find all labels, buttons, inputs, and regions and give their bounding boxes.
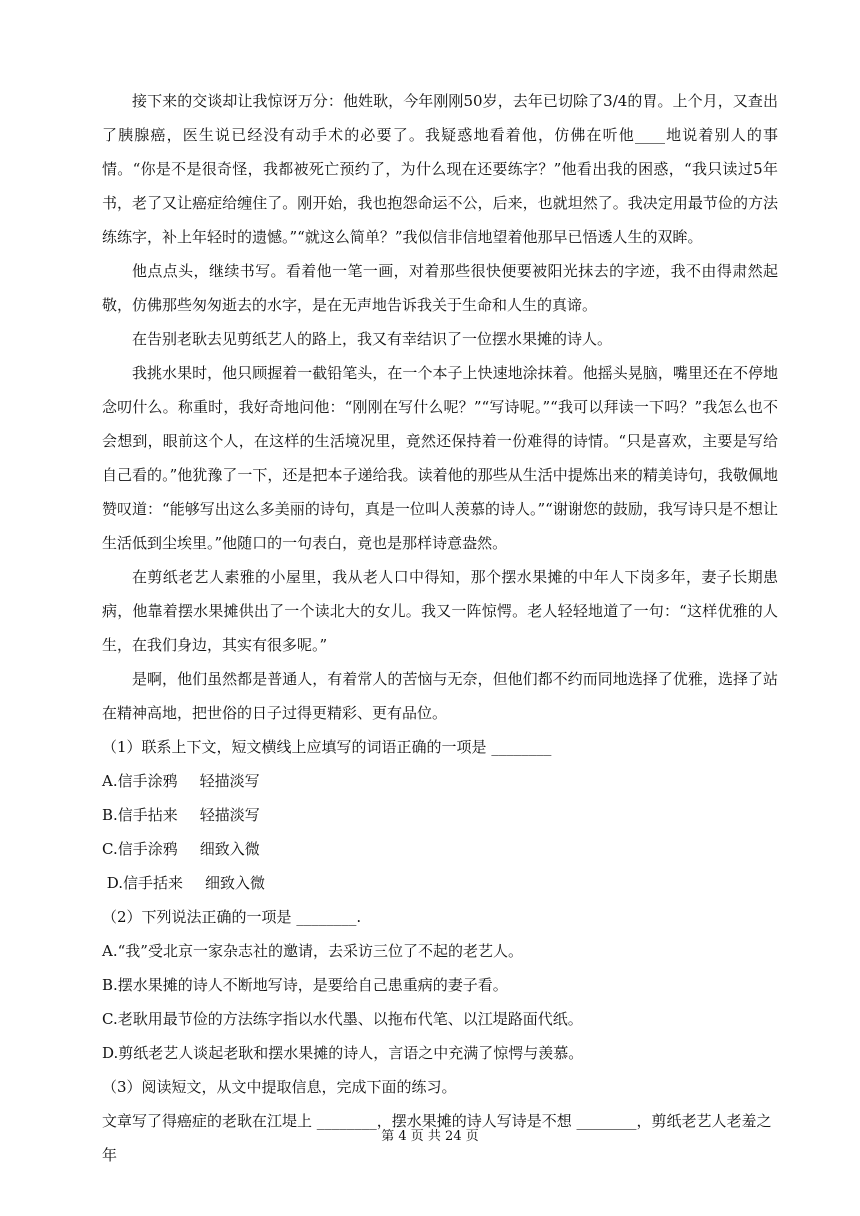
question-2-option-d: D.剪纸老艺人谈起老耿和摆水果摊的诗人，言语之中充满了惊愕与羡慕。: [102, 1044, 584, 1062]
paragraph-5: 在剪纸老艺人素雅的小屋里，我从老人口中得知，那个摆水果摊的中年人下岗多年，妻子长期患病，他靠着摆水果摊供出了一个读北大的女儿。我又一阵惊愕。老人轻轻地道了一句：“这样优雅的人生，在我们身边，其实有很多呢。”: [102, 568, 778, 654]
paragraph-2: 他点点头，继续书写。看着他一笔一画，对着那些很快便要被阳光抹去的字迹，我不由得肃然起敬，仿佛那些匆匆逝去的水字，是在无声地告诉我关于生命和人生的真谛。: [102, 262, 778, 314]
question-3-prompt: （3）阅读短文，从文中提取信息，完成下面的练习。: [102, 1078, 457, 1096]
paragraph-6: 是啊，他们虽然都是普通人，有着常人的苦恼与无奈，但他们都不约而同地选择了优雅，选择了站在精神高地，把世俗的日子过得更精彩、更有品位。: [102, 670, 778, 722]
paragraph-4: 我挑水果时，他只顾握着一截铅笔头，在一个本子上快速地涂抹着。他摇头晃脑，嘴里还在不停地念叨什么。称重时，我好奇地问他：“刚刚在写什么呢？”“写诗呢。”“我可以拜读一下吗？”我怎么也不会想到，眼前这个人，在这样的生活境况里，竟然还保持着一份难得的诗情。“只是喜欢，主要是写给自己看的。”他犹豫了一下，还是把本子递给我。读着他的那些从生活中提炼出来的精美诗句，我敬佩地赞叹道：“能够写出这么多美丽的诗句，真是一位叫人羡慕的诗人。”“谢谢您的鼓励，我写诗只是不想让生活低到尘埃里。”他随口的一句表白，竟也是那样诗意盎然。: [102, 364, 778, 552]
question-1-option-b: [102, 798, 778, 832]
passage: [102, 84, 778, 1172]
option-a-word-2: 轻描淡写: [199, 772, 260, 790]
question-2-option-a: A.“我”受北京一家杂志社的邀请，去采访三位了不起的老艺人。: [102, 942, 523, 960]
paragraph-3: 在告别老耿去见剪纸艺人的路上，我又有幸结识了一位摆水果摊的诗人。: [132, 330, 613, 348]
question-1-option-d: [102, 866, 778, 900]
question-2-prompt: （2）下列说法正确的一项是 ________.: [102, 908, 362, 926]
question-1-option-c: [102, 832, 778, 866]
paragraph-1: 接下来的交谈却让我惊讶万分：他姓耿，今年刚刚50岁，去年已切除了3/4的胃。上个月，又查出了胰腺癌，医生说已经没有动手术的必要了。我疑惑地看着他，仿佛在听他____地说着别人的事情。“你是不是很奇怪，我都被死亡预约了，为什么现在还要练字？”他看出我的困惑，“我只读过5年书，老了又让癌症给缠住了。刚开始，我也抱怨命运不公，后来，也就坦然了。我决定用最节俭的方法练练字，补上年轻时的遗憾。”“就这么简单？”我似信非信地望着他那早已悟透人生的双眸。: [102, 92, 778, 246]
option-c-word-1: C.信手涂鸦: [102, 840, 178, 858]
option-d-word-2: 细致入微: [205, 874, 266, 892]
option-b-word-2: 轻描淡写: [199, 806, 260, 824]
option-c-word-2: 细致入微: [199, 840, 260, 858]
question-2-option-b: B.摆水果摊的诗人不断地写诗，是要给自己患重病的妻子看。: [102, 976, 508, 994]
option-a-word-1: A.信手涂鸦: [102, 772, 178, 790]
question-2-option-c: C.老耿用最节俭的方法练字指以水代墨、以拖布代笔、以江堤路面代纸。: [102, 1010, 583, 1028]
question-1-option-a: [102, 764, 778, 798]
question-3: [102, 1070, 778, 1172]
question-1: [102, 730, 778, 900]
question-2: [102, 900, 778, 1070]
option-b-word-1: B.信手拈来: [102, 806, 178, 824]
page-footer: 第 4 页 共 24 页: [381, 1129, 479, 1144]
question-1-prompt: （1）联系上下文，短文横线上应填写的词语正确的一项是 ________: [102, 738, 552, 756]
option-d-word-1: D.信手括来: [102, 874, 184, 892]
question-3-fill-line: 文章写了得癌症的老耿在江堤上 ________，摆水果摊的诗人写诗是不想 ________，剪纸老艺人老羞之年: [102, 1112, 772, 1164]
